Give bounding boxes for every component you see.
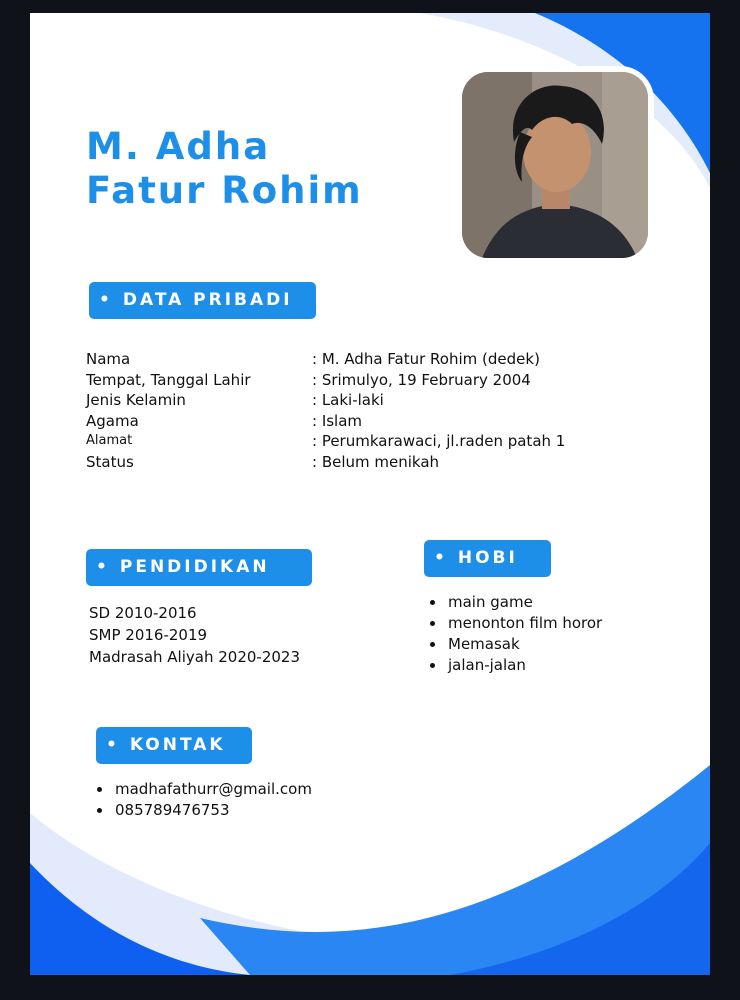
row-label: Alamat — [86, 433, 133, 448]
row-value: : Laki-laki — [312, 391, 384, 409]
section-header-kontak — [96, 727, 252, 764]
education-item: SD 2010-2016 — [89, 604, 197, 622]
bullet-icon: • — [434, 548, 448, 568]
section-header-data-pribadi — [89, 282, 316, 319]
education-list — [89, 602, 300, 668]
full-name — [86, 125, 363, 213]
contact-phone: 085789476753 — [92, 800, 312, 821]
section-header-pendidikan — [86, 549, 312, 586]
hobby-item: Memasak — [425, 634, 602, 655]
hobby-item: jalan-jalan — [425, 655, 602, 676]
section-title: KONTAK — [129, 735, 226, 755]
hobby-list — [425, 592, 602, 676]
row-value: : Perumkarawaci, jl.raden patah 1 — [312, 432, 566, 450]
row-value: : Belum menikah — [312, 452, 440, 471]
bullet-icon: • — [96, 557, 110, 577]
section-title: DATA PRIBADI — [122, 290, 293, 310]
row-label: Nama — [86, 350, 131, 368]
row-value: : Srimulyo, 19 February 2004 — [312, 370, 531, 389]
row-label: Agama — [86, 411, 139, 430]
education-item: SMP 2016-2019 — [89, 626, 208, 644]
hobby-item: menonton film horor — [425, 613, 602, 634]
row-label: Status — [86, 452, 134, 471]
section-title: PENDIDIKAN — [119, 557, 270, 577]
bullet-icon: • — [106, 735, 120, 755]
row-value: : M. Adha Fatur Rohim (dedek) — [312, 350, 540, 368]
row-value: : Islam — [312, 411, 363, 430]
profile-photo — [462, 72, 648, 258]
bullet-icon: • — [99, 290, 113, 310]
section-title: HOBI — [457, 548, 518, 568]
contact-list — [92, 779, 312, 820]
contact-email: madhafathurr@gmail.com — [92, 779, 312, 800]
row-label: Jenis Kelamin — [86, 391, 186, 409]
name-line-1: M. Adha — [86, 125, 271, 168]
cv-page — [30, 13, 710, 975]
name-line-2: Fatur Rohim — [86, 169, 363, 212]
section-header-hobi — [424, 540, 551, 577]
education-item: Madrasah Aliyah 2020-2023 — [89, 648, 300, 666]
hobby-item: main game — [425, 592, 602, 613]
row-label: Tempat, Tanggal Lahir — [86, 370, 251, 389]
